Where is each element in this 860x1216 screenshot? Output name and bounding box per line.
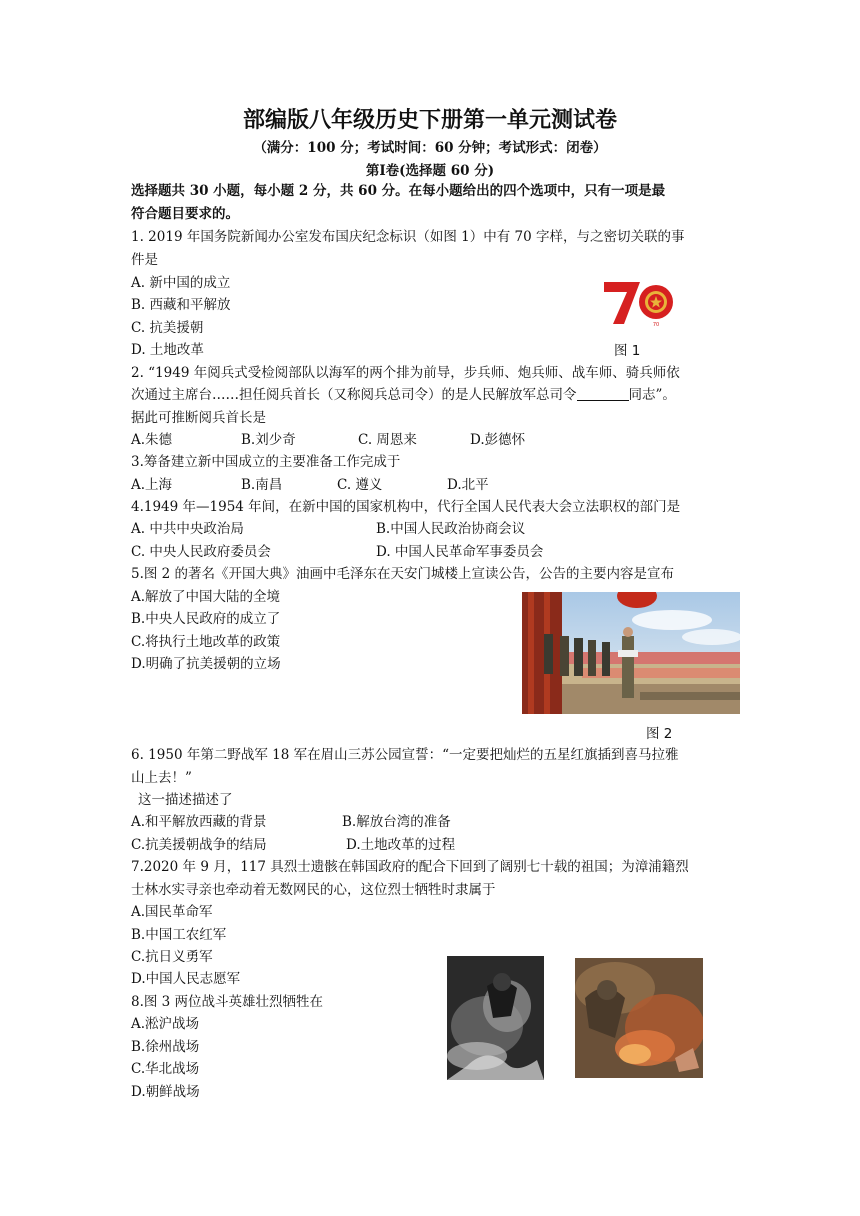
q3-stem: 3.筹备建立新中国成立的主要准备工作完成于 [131, 454, 401, 470]
q3-option-b: B.南昌 [241, 477, 283, 493]
q2-option-b: B.刘少奇 [241, 432, 296, 448]
q1-option-c: C. 抗美援朝 [131, 320, 204, 336]
q7-option-a: A.国民革命军 [131, 904, 213, 920]
figure-2-founding-ceremony-painting [522, 592, 740, 714]
instructions-line-1: 选择题共 30 小题，每小题 2 分，共 60 分。在每小题给出的四个选项中，只有一项是最 [131, 183, 666, 199]
q4-option-a: A. 中共中央政治局 [131, 521, 244, 537]
q1-stem-line-2: 件是 [131, 252, 158, 268]
section-title: 第Ⅰ卷(选择题 60 分) [365, 163, 495, 179]
exam-info: （满分：100 分；考试时间：60 分钟；考试形式：闭卷） [253, 140, 607, 156]
instructions-line-2: 符合题目要求的。 [131, 206, 239, 222]
q2-option-d: D.彭德怀 [470, 432, 526, 448]
emblem-text: 70 [652, 322, 660, 328]
q4-option-d: D. 中国人民革命军事委员会 [376, 544, 544, 560]
q8-stem: 8.图 3 两位战斗英雄壮烈牺牲在 [131, 994, 324, 1010]
q8-option-c: C.华北战场 [131, 1061, 200, 1077]
q4-option-b: B.中国人民政治协商会议 [376, 521, 526, 537]
q1-stem-line-1: 1. 2019 年国务院新闻办公室发布国庆纪念标识（如图 1）中有 70 字样，与之密切关联的事 [131, 229, 685, 245]
q6-option-c: C.抗美援朝战争的结局 [131, 837, 267, 853]
q6-option-d: D.土地改革的过程 [346, 837, 456, 853]
q7-stem-line-1: 7.2020 年 9 月，117 具烈士遗骸在韩国政府的配合下回到了阔别七十载的祖国；为漳浦籍烈 [131, 859, 689, 875]
q2-stem-line-3: 据此可推断阅兵首长是 [131, 410, 266, 426]
q2-stem-line-1: 2. “1949 年阅兵式受检阅部队以海军的两个排为前导，步兵师、炮兵师、战车师、骑兵师依 [131, 365, 680, 381]
figure-1-70-emblem [600, 276, 680, 328]
q6-stem-line-2: 山上去！” [131, 770, 192, 786]
q6-option-a: A.和平解放西藏的背景 [131, 814, 267, 830]
q6-stem-line-3: 这一描述描述了 [138, 792, 233, 808]
page-title: 部编版八年级历史下册第一单元测试卷 [242, 108, 617, 133]
figure-3-hero-image-1 [447, 956, 544, 1080]
q6-option-b: B.解放台湾的准备 [342, 814, 451, 830]
figure-3-hero-image-2 [575, 958, 703, 1078]
q1-option-d: D. 土地改革 [131, 342, 204, 358]
q5-option-d: D.明确了抗美援朝的立场 [131, 656, 281, 672]
q1-option-b: B. 西藏和平解放 [131, 297, 231, 313]
q5-option-c: C.将执行土地改革的政策 [131, 634, 281, 650]
q7-stem-line-2: 士林水实寻亲也牵动着无数网民的心，这位烈士牺牲时隶属于 [131, 882, 496, 898]
q7-option-d: D.中国人民志愿军 [131, 971, 241, 987]
q2-option-a: A.朱德 [131, 432, 173, 448]
q2-stem-line-2 [131, 385, 676, 405]
q3-option-a: A.上海 [131, 477, 173, 493]
q7-option-c: C.抗日义勇军 [131, 949, 213, 965]
q2-option-c: C. 周恩来 [358, 432, 417, 448]
q1-option-a: A. 新中国的成立 [131, 275, 231, 291]
q5-option-a: A.解放了中国大陆的全境 [131, 589, 281, 605]
q3-option-d: D.北平 [447, 477, 489, 493]
q2-stem-line-2-a: 次通过主席台……担任阅兵首长（又称阅兵总司令）的是人民解放军总司令 [131, 387, 577, 403]
q8-option-d: D.朝鲜战场 [131, 1084, 200, 1100]
q2-stem-line-2-b: 同志”。 [628, 387, 676, 403]
q8-option-b: B.徐州战场 [131, 1039, 200, 1055]
q5-stem: 5.图 2 的著名《开国大典》油画中毛泽东在天安门城楼上宣读公告，公告的主要内容是宣布 [131, 566, 675, 582]
q4-stem: 4.1949 年—1954 年间，在新中国的国家机构中，代行全国人民代表大会立法职权的部门是 [131, 499, 681, 515]
q8-option-a: A.淞沪战场 [131, 1016, 200, 1032]
q3-option-c: C. 遵义 [337, 477, 383, 493]
q4-option-c: C. 中央人民政府委员会 [131, 544, 271, 560]
answer-blank [577, 386, 629, 401]
figure-1-caption: 图 1 [614, 343, 641, 359]
figure-2-caption: 图 2 [646, 726, 673, 742]
q6-stem-line-1: 6. 1950 年第二野战军 18 军在眉山三苏公园宣誓：“一定要把灿烂的五星红旗插到喜马拉雅 [131, 747, 679, 763]
q5-option-b: B.中央人民政府的成立了 [131, 611, 281, 627]
q7-option-b: B.中国工农红军 [131, 927, 227, 943]
